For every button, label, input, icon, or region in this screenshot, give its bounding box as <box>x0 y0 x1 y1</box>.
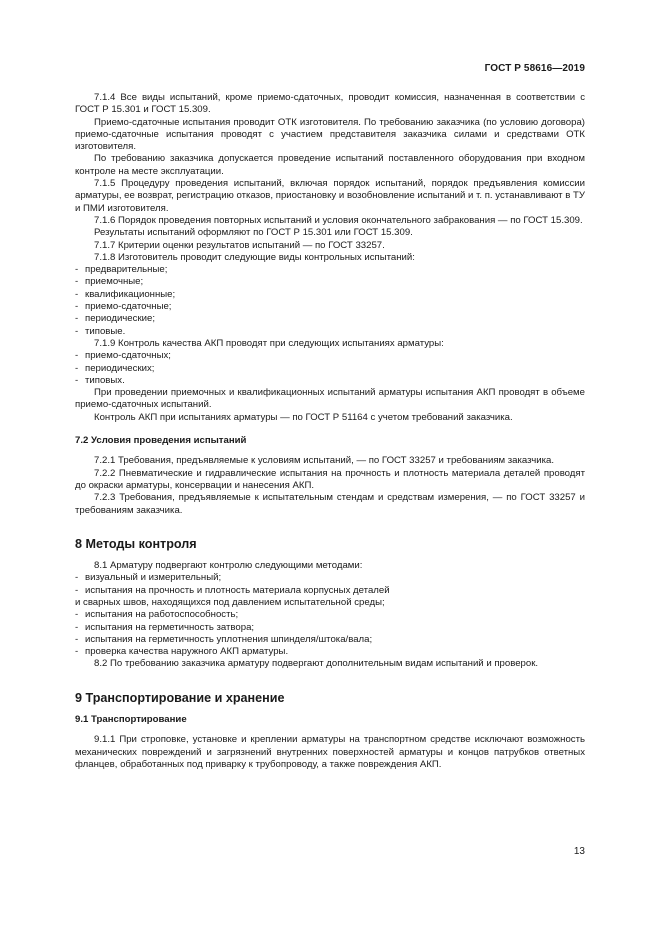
paragraph-8-1: 8.1 Арматуру подвергают контролю следующими методами: <box>94 560 363 572</box>
document-code-header: ГОСТ Р 58616—2019 <box>484 63 585 74</box>
list-dash: - <box>75 584 79 596</box>
list-dash: - <box>75 362 79 374</box>
paragraph-7-1-4-acceptance: Приемо-сдаточные испытания проводит ОТК изготовителя. По требованию заказчика (по условию договора) приемо-сдаточные испытания проводят с участием представителя заказчика силами и средствами ОТК изготовителя. <box>75 116 585 153</box>
list-item-continuation: и сварных швов, находящихся под давлением испытательной среды; <box>75 596 385 608</box>
list-dash: - <box>75 374 79 386</box>
list-item: - предварительные; <box>75 264 168 276</box>
paragraph-7-1-9-qualification: При проведении приемочных и квалификационных испытаний арматуры испытания АКП проводят в объеме приемо-сдаточных испытаний. <box>75 387 585 411</box>
subsection-heading-7-2: 7.2 Условия проведения испытаний <box>75 435 247 447</box>
list-dash: - <box>75 276 79 288</box>
paragraph-7-2-1: 7.2.1 Требования, предъявляемые к условиям испытаний, — по ГОСТ 33257 и требованиям заказчика. <box>94 455 554 467</box>
list-dash: - <box>75 621 79 633</box>
list-item: - проверка качества наружного АКП арматуры. <box>75 646 289 658</box>
page-number: 13 <box>573 846 585 857</box>
list-dash: - <box>75 609 79 621</box>
list-control-methods <box>75 572 585 658</box>
list-test-types <box>75 264 585 338</box>
list-dash: - <box>75 313 79 325</box>
list-akp-tests <box>75 350 585 387</box>
list-dash: - <box>75 288 79 300</box>
paragraph-7-1-9: 7.1.9 Контроль качества АКП проводят при следующих испытаниях арматуры: <box>94 337 444 349</box>
list-item: - испытания на герметичность затвора; <box>75 621 255 633</box>
list-dash: - <box>75 301 79 313</box>
paragraph-9-1-1: 9.1.1 При строповке, установке и креплении арматуры на транспортном средстве исключают возможность механических повреждений и загрязнений внутренних поверхностей арматуры и концов патрубков ответных фланцев, обработанных под приварку к трубопроводу, а также повреждения АКП. <box>75 734 585 770</box>
paragraph-7-2-3: 7.2.3 Требования, предъявляемые к испытательным стендам и средствам измерения, — по ГОСТ 33257 и требованиям заказчика. <box>75 492 585 516</box>
list-item: - приемо-сдаточных; <box>75 350 171 362</box>
paragraph-7-1-7: 7.1.7 Критерии оценки результатов испытаний — по ГОСТ 33257. <box>94 239 385 251</box>
list-item: - приемочные; <box>75 276 144 288</box>
list-item: - испытания на прочность и плотность материала корпусных деталей <box>75 584 390 596</box>
list-item: - визуальный и измерительный; <box>75 572 222 584</box>
list-item: - квалификационные; <box>75 288 176 300</box>
list-item: - испытания на работоспособность; <box>75 609 239 621</box>
paragraph-7-1-4-customer: По требованию заказчика допускается проведение испытаний поставленного оборудования при входном контроле на месте эксплуатации. <box>75 153 585 177</box>
list-dash: - <box>75 264 79 276</box>
paragraph-7-1-6-results: Результаты испытаний оформляют по ГОСТ Р 15.301 или ГОСТ 15.309. <box>94 227 413 239</box>
paragraph-7-1-5: 7.1.5 Процедуру проведения испытаний, включая порядок испытаний, порядок предъявления комиссии арматуры, ее возврат, регистрацию отказов, приостановку и возобновление испытаний и т. п. устанавливают в ТУ и ПМИ изготовителя. <box>75 178 585 214</box>
paragraph-7-1-4: 7.1.4 Все виды испытаний, кроме приемо-сдаточных, проводит комиссия, назначенная в соответствии с ГОСТ Р 15.301 и ГОСТ 15.309. <box>75 92 585 116</box>
list-item: - периодические; <box>75 313 155 325</box>
paragraph-8-2: 8.2 По требованию заказчика арматуру подвергают дополнительным видам испытаний и проверок. <box>94 658 539 670</box>
list-item: - приемо-сдаточные; <box>75 301 172 313</box>
section-heading-8: 8 Методы контроля <box>75 536 197 551</box>
subsection-heading-9-1: 9.1 Транспортирование <box>75 714 187 726</box>
list-dash: - <box>75 572 79 584</box>
list-dash: - <box>75 350 79 362</box>
list-dash: - <box>75 633 79 645</box>
paragraph-7-1-9-control: Контроль АКП при испытаниях арматуры — по ГОСТ Р 51164 с учетом требований заказчика. <box>94 411 513 423</box>
list-item: - типовых. <box>75 374 125 386</box>
paragraph-7-1-6: 7.1.6 Порядок проведения повторных испытаний и условия окончательного забракования — по ГОСТ 15.309. <box>94 214 583 226</box>
paragraph-7-2-2: 7.2.2 Пневматические и гидравлические испытания на прочность и плотность материала деталей проводят до окраски арматуры, консервации и нанесения АКП. <box>75 467 585 491</box>
list-dash: - <box>75 646 79 658</box>
list-dash: - <box>75 325 79 337</box>
list-item: - испытания на герметичность уплотнения шпинделя/штока/вала; <box>75 633 373 645</box>
document-body <box>75 92 585 771</box>
list-item: - типовые. <box>75 325 126 337</box>
list-item: - периодических; <box>75 362 155 374</box>
section-heading-9: 9 Транспортирование и хранение <box>75 690 285 705</box>
paragraph-7-1-8: 7.1.8 Изготовитель проводит следующие виды контрольных испытаний: <box>94 251 415 263</box>
